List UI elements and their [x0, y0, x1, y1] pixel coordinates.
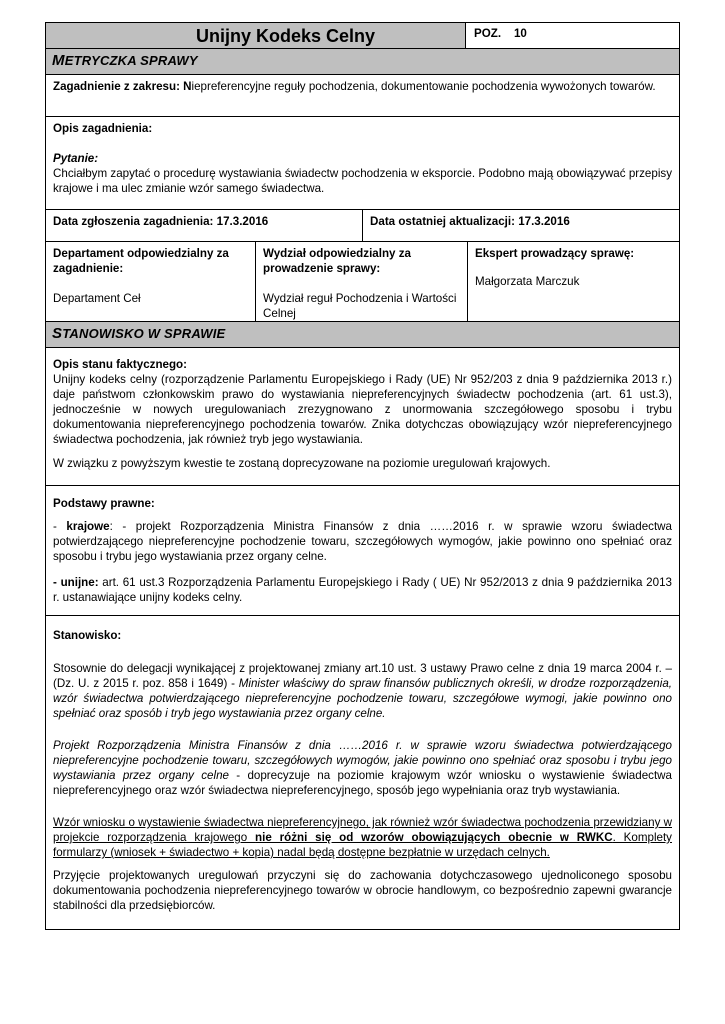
poz-label: POZ. [474, 27, 502, 40]
heading-initial: M [52, 52, 65, 69]
position-paragraph-1 [53, 661, 672, 721]
position-paragraph-2 [53, 738, 672, 798]
position-label: Stanowisko: [53, 629, 122, 642]
submission-date: Data zgłoszenia zagadnienia: 17.3.2016 [46, 210, 363, 241]
facts-label: Opis stanu faktycznego: [53, 358, 187, 371]
national-text: : - projekt Rozporządzenia Ministra Finansów z dnia ……2016 r. w sprawie wzoru świadectwa potwierdzającego niepreferencyjne pochodzenie towaru, szczegółowych wymogów, jakie powinno ono spełniać oraz sposobu i trybu jego wystawiania przez organy celne. [53, 520, 672, 563]
heading-text: ETRYCZKA SPRAWY [64, 53, 198, 68]
poz-value: 10 [513, 27, 527, 40]
p2-text: - doprecyzuje na poziomie krajowym wzór wniosku o wystawienie świadectwa niepreferencyjnego oraz wzór świadectwa niepreferencyjnego, sposób jego wypełniania oraz tryb wystawiania. [53, 769, 672, 797]
section-stanowisko-heading [46, 322, 679, 348]
facts-row [46, 348, 679, 486]
section-metryczka-heading [46, 49, 679, 75]
question-label: Pytanie: [53, 152, 99, 165]
p1-quote: Minister właściwy do spraw finansów publicznych określi, w drodze rozporządzenia, wzór świadectwa potwierdzającego niepreferencyjne pochodzenie towaru, szczegółowe wymogi, jakie powinno ono spełniać oraz sposób i tryb jego wystawiania przez organy celne. [53, 677, 672, 720]
topic-text: iepreferencyjne reguły pochodzenia, dokumentowanie pochodzenia wywożonych towarów. [191, 80, 656, 93]
legal-basis-label: Podstawy prawne: [53, 497, 155, 510]
division-cell [256, 242, 468, 321]
position-paragraph-3 [53, 815, 672, 860]
division-value: Wydział reguł Pochodzenia i Wartości Celnej [263, 292, 457, 320]
p1-text: Stosownie do delegacji wynikającej z projektowanej zmiany art.10 ust. 3 ustawy Prawo celne z dnia 19 marca 2004 r. – (Dz. U. z 2015 r. poz. 858 i 1649) - [53, 662, 672, 690]
position-row [46, 616, 679, 929]
expert-label: Ekspert prowadzący sprawę: [475, 247, 635, 260]
facts-paragraph-1: Unijny kodeks celny (rozporządzenie Parlamentu Europejskiego i Rady (UE) Nr 952/203 z dnia 9 października 2013 r.) daje państwom członkowskim prawo do wystawiania niepreferencyjnych świadectw pochodzenia (art. 61 ust.3), jednocześnie w nowych uregulowaniach zrezygnowano z unormowania szczegółowego sposobu i trybu dokumentowania niepreferencyjnego pochodzenia towarów. Znika dotychczas obowiązujący wzór niepreferencyjnego świadectwa pochodzenia, jak również tryb jego wystawiania. [53, 373, 672, 446]
dates-row [46, 210, 679, 242]
national-prefix: - [53, 520, 67, 533]
p3-text-a: Wzór wniosku o wystawienie świadectwa niepreferencyjnego, jak również wzór świadectwa pochodzenia przewidziany w projekcie rozporządzenia krajowego [53, 816, 672, 844]
p2-quote: Projekt Rozporządzenia Ministra Finansów z dnia ……2016 r. w sprawie wzoru świadectwa potwierdzającego niepreferencyjne pochodzenie towaru, szczegółowych wymogów, jakie powinno ono spełniać oraz sposobu i trybu jego wystawiania przez organy celne [53, 739, 672, 782]
department-cell [46, 242, 256, 321]
national-label: krajowe [66, 520, 110, 533]
department-value: Departament Ceł [53, 292, 141, 305]
heading-text: TANOWISKO W SPRAWIE [62, 326, 226, 341]
question-text: Chciałbym zapytać o procedurę wystawiania świadectw pochodzenia w eksporcie. Podobno mają obowiązywać przepisy krajowe i ma ulec zmianie wzór samego świadectwa. [53, 167, 672, 195]
update-date: Data ostatniej aktualizacji: 17.3.2016 [370, 215, 570, 228]
division-label: Wydział odpowiedzialny za prowadzenie sprawy: [263, 247, 411, 275]
topic-label: Zagadnienie z zakresu: N [53, 80, 192, 93]
legal-basis-row [46, 486, 679, 616]
eu-label: - unijne: [53, 576, 99, 589]
case-form [45, 22, 680, 930]
facts-paragraph-2: W związku z powyższym kwestie te zostaną doprecyzowane na poziomie uregulowań krajowych. [53, 457, 551, 470]
position-number [465, 23, 679, 48]
expert-value: Małgorzata Marczuk [475, 275, 580, 288]
p3-text-c: . Komplety formularzy (wniosek + świadectwo + kopia) nadal będą dostępne bezpłatnie w urzędach celnych. [53, 831, 672, 859]
p3-text-bold: nie różni się od wzorów obowiązujących obecnie w RWKC [255, 831, 613, 844]
responsibility-row [46, 242, 679, 322]
eu-text: art. 61 ust.3 Rozporządzenia Parlamentu Europejskiego i Rady ( UE) Nr 952/2013 z dnia 9 października 2013 r. ustanawiające unijny kodeks celny. [53, 576, 672, 604]
topic-row [46, 75, 679, 117]
document-title: Unijny Kodeks Celny [195, 26, 376, 46]
national-basis [53, 519, 672, 564]
department-label: Departament odpowiedzialny za zagadnienie: [53, 247, 229, 275]
eu-basis [53, 575, 672, 605]
position-paragraph-4: Przyjęcie projektowanych uregulowań przyczyni się do zachowania dotychczasowego ujednoliconego sposobu dokumentowania pochodzenia niepreferencyjnego towarów w obrocie handlowym, co bezpośrednio zapewni gwarancje stabilności dla przedsiębiorców. [53, 869, 672, 912]
expert-cell [468, 242, 679, 321]
description-label: Opis zagadnienia: [53, 122, 153, 135]
description-row [46, 117, 679, 210]
title-row [46, 23, 679, 49]
heading-initial: S [52, 325, 63, 342]
